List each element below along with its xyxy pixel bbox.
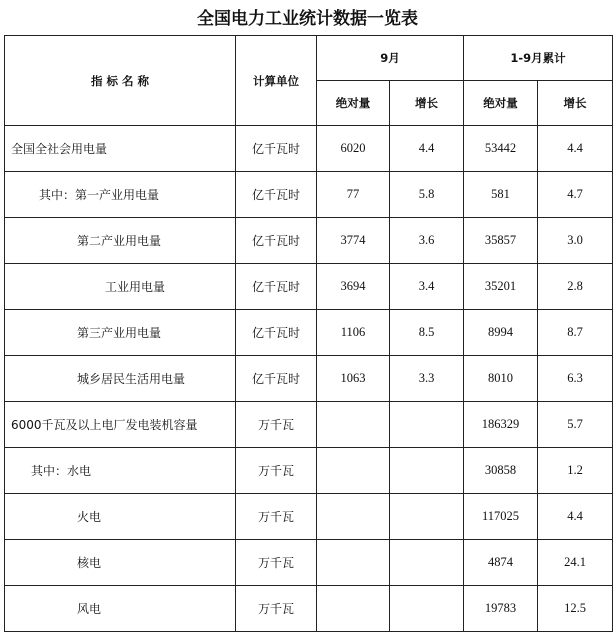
table-row: [5, 310, 613, 356]
row-ytd-growth: 8.7: [538, 310, 613, 356]
row-sep-growth: [390, 494, 464, 540]
row-unit: 亿千瓦时: [236, 310, 317, 356]
row-ytd-absolute: 186329: [464, 402, 538, 448]
row-name: 工业用电量: [5, 264, 236, 310]
table-row: [5, 172, 613, 218]
row-ytd-absolute: 19783: [464, 586, 538, 632]
row-sep-absolute: [317, 540, 390, 586]
row-sep-absolute: 1106: [317, 310, 390, 356]
row-sep-growth: 3.3: [390, 356, 464, 402]
page-title: 全国电力工业统计数据一览表: [197, 9, 418, 29]
header-indicator-name: 指 标 名 称: [5, 36, 236, 126]
row-sep-absolute: [317, 494, 390, 540]
row-unit: 亿千瓦时: [236, 172, 317, 218]
row-name: 第三产业用电量: [5, 310, 236, 356]
row-sep-absolute: [317, 586, 390, 632]
row-ytd-absolute: 35201: [464, 264, 538, 310]
table-row: [5, 356, 613, 402]
row-sep-growth: 4.4: [390, 126, 464, 172]
row-ytd-growth: 24.1: [538, 540, 613, 586]
row-unit: 万千瓦: [236, 402, 317, 448]
row-ytd-absolute: 35857: [464, 218, 538, 264]
row-ytd-growth: 4.4: [538, 494, 613, 540]
row-ytd-absolute: 8010: [464, 356, 538, 402]
header-ytd-absolute: 绝对量: [464, 81, 538, 126]
row-unit: 万千瓦: [236, 540, 317, 586]
row-name: 火电: [5, 494, 236, 540]
table-row: [5, 494, 613, 540]
table-row: [5, 218, 613, 264]
row-sep-growth: [390, 402, 464, 448]
row-unit: 亿千瓦时: [236, 126, 317, 172]
row-unit: 万千瓦: [236, 586, 317, 632]
row-unit: 万千瓦: [236, 494, 317, 540]
row-sep-absolute: 6020: [317, 126, 390, 172]
row-sep-absolute: 3774: [317, 218, 390, 264]
row-ytd-absolute: 581: [464, 172, 538, 218]
row-ytd-absolute: 8994: [464, 310, 538, 356]
row-sep-absolute: 3694: [317, 264, 390, 310]
row-ytd-growth: 4.4: [538, 126, 613, 172]
row-ytd-growth: 3.0: [538, 218, 613, 264]
row-sep-growth: [390, 586, 464, 632]
row-ytd-growth: 6.3: [538, 356, 613, 402]
row-sep-growth: 8.5: [390, 310, 464, 356]
row-sep-growth: 5.8: [390, 172, 464, 218]
statistics-table: [4, 35, 613, 632]
header-sep-absolute: 绝对量: [317, 81, 390, 126]
row-sep-absolute: 77: [317, 172, 390, 218]
row-name: 其中：第一产业用电量: [5, 172, 236, 218]
table-row: [5, 264, 613, 310]
row-ytd-absolute: 30858: [464, 448, 538, 494]
row-sep-growth: [390, 540, 464, 586]
row-sep-growth: 3.4: [390, 264, 464, 310]
header-september: 9月: [317, 36, 464, 81]
row-sep-growth: 3.6: [390, 218, 464, 264]
header-unit: 计算单位: [236, 36, 317, 126]
table-row: [5, 126, 613, 172]
table-row: [5, 586, 613, 632]
row-ytd-absolute: 53442: [464, 126, 538, 172]
row-name: 核电: [5, 540, 236, 586]
row-sep-absolute: [317, 448, 390, 494]
row-ytd-growth: 2.8: [538, 264, 613, 310]
row-name: 城乡居民生活用电量: [5, 356, 236, 402]
row-ytd-absolute: 117025: [464, 494, 538, 540]
header-ytd: 1-9月累计: [464, 36, 613, 81]
table-row: [5, 402, 613, 448]
row-ytd-growth: 1.2: [538, 448, 613, 494]
row-ytd-growth: 4.7: [538, 172, 613, 218]
table-row: [5, 448, 613, 494]
header-ytd-growth: 增长: [538, 81, 613, 126]
row-ytd-growth: 5.7: [538, 402, 613, 448]
header-sep-growth: 增长: [390, 81, 464, 126]
row-name: 风电: [5, 586, 236, 632]
row-unit: 亿千瓦时: [236, 264, 317, 310]
row-name: 第二产业用电量: [5, 218, 236, 264]
row-sep-growth: [390, 448, 464, 494]
row-unit: 万千瓦: [236, 448, 317, 494]
row-name: 全国全社会用电量: [5, 126, 236, 172]
row-unit: 亿千瓦时: [236, 356, 317, 402]
row-sep-absolute: 1063: [317, 356, 390, 402]
table-row: [5, 540, 613, 586]
row-sep-absolute: [317, 402, 390, 448]
row-ytd-growth: 12.5: [538, 586, 613, 632]
row-ytd-absolute: 4874: [464, 540, 538, 586]
row-name: 其中：水电: [5, 448, 236, 494]
row-unit: 亿千瓦时: [236, 218, 317, 264]
row-name: 6000千瓦及以上电厂发电装机容量: [5, 402, 236, 448]
